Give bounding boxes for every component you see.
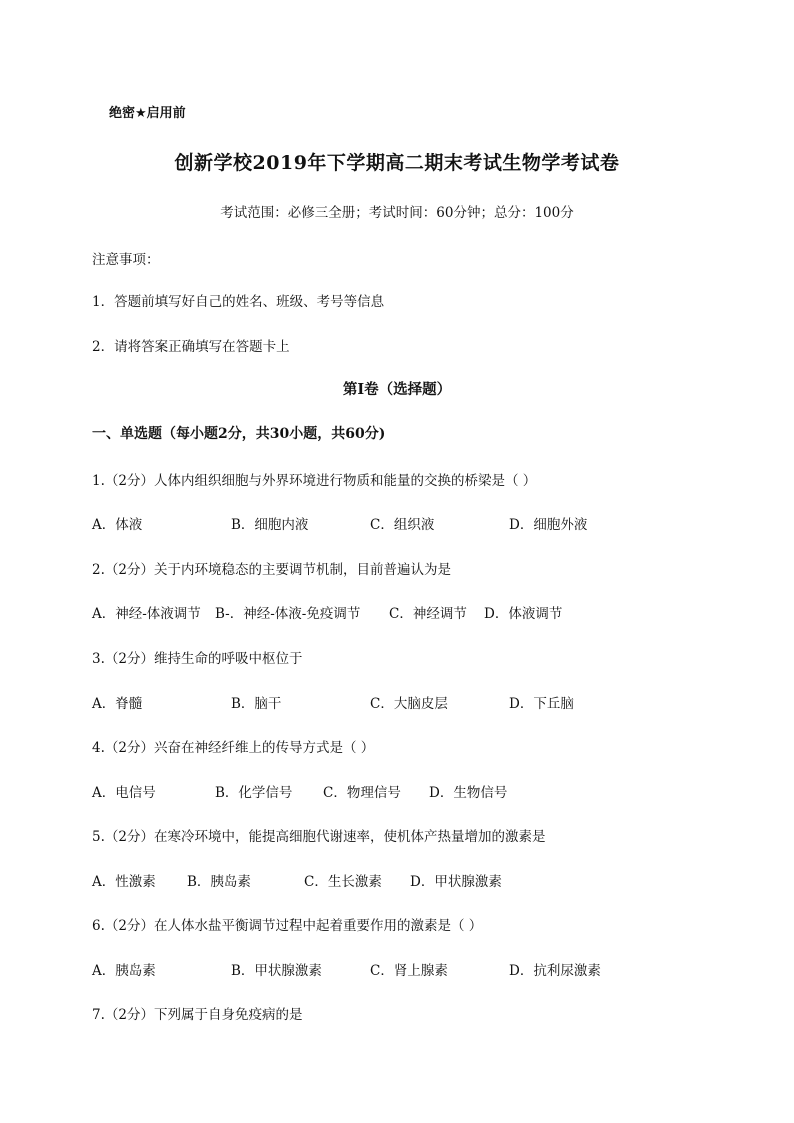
exam-title: 创新学校2019年下学期高二期末考试生物学考试卷	[174, 152, 620, 174]
q3-option-c: C．大脑皮层	[370, 696, 448, 712]
note-item-2: 2．请将答案正确填写在答题卡上	[92, 339, 290, 355]
q2-option-b: B-．神经-体液-免疫调节	[215, 606, 361, 622]
question-1-options	[92, 513, 712, 533]
question-1-stem: 1.（2分）人体内组织细胞与外界环境进行物质和能量的交换的桥梁是（ ）	[92, 473, 537, 489]
notes-heading: 注意事项：	[92, 252, 160, 268]
question-2-stem: 2.（2分）关于内环境稳态的主要调节机制，目前普遍认为是	[92, 562, 451, 578]
question-7-stem: 7.（2分）下列属于自身免疫病的是	[92, 1007, 303, 1023]
question-2-options	[92, 602, 712, 622]
question-3-stem: 3.（2分）维持生命的呼吸中枢位于	[92, 651, 303, 667]
question-5-options	[92, 870, 712, 890]
q4-option-c: C．物理信号	[323, 785, 401, 801]
q5-option-c: C．生长激素	[304, 874, 382, 890]
secret-label: 绝密★启用前	[109, 106, 186, 121]
q1-option-a: A．体液	[92, 517, 143, 533]
question-4-stem: 4.（2分）兴奋在神经纤维上的传导方式是（ ）	[92, 740, 375, 756]
q6-option-d: D．抗利尿激素	[509, 963, 601, 979]
q6-option-a: A．胰岛素	[92, 963, 156, 979]
part-one-title: 一、单选题（每小题2分，共30小题，共60分)	[92, 426, 386, 442]
question-5-stem: 5.（2分）在寒冷环境中，能提高细胞代谢速率，使机体产热量增加的激素是	[92, 829, 546, 845]
q1-option-b: B．细胞内液	[231, 517, 309, 533]
q4-option-d: D．生物信号	[429, 785, 508, 801]
q3-option-b: B．脑干	[231, 696, 282, 712]
q2-option-c: C．神经调节	[389, 606, 467, 622]
volume-title: 第I卷（选择题）	[342, 381, 452, 398]
note-item-1: 1．答题前填写好自己的姓名、班级、考号等信息	[92, 294, 385, 310]
q1-option-c: C．组织液	[370, 517, 435, 533]
q5-option-b: B．胰岛素	[187, 874, 251, 890]
question-6-stem: 6.（2分）在人体水盐平衡调节过程中起着重要作用的激素是（ ）	[92, 918, 483, 934]
exam-info: 考试范围：必修三全册；考试时间：60分钟；总分：100分	[220, 205, 574, 221]
q6-option-c: C．肾上腺素	[370, 963, 448, 979]
q5-option-a: A．性激素	[92, 874, 156, 890]
q1-option-d: D．细胞外液	[509, 517, 588, 533]
q5-option-d: D．甲状腺激素	[410, 874, 502, 890]
question-3-options	[92, 692, 712, 712]
q2-option-a: A．神经-体液调节	[92, 606, 201, 622]
q2-option-d: D．体液调节	[484, 606, 563, 622]
q4-option-b: B．化学信号	[215, 785, 293, 801]
q3-option-d: D．下丘脑	[509, 696, 574, 712]
question-4-options	[92, 781, 712, 801]
question-6-options	[92, 959, 712, 979]
q3-option-a: A．脊髓	[92, 696, 143, 712]
q4-option-a: A．电信号	[92, 785, 156, 801]
q6-option-b: B．甲状腺激素	[231, 963, 322, 979]
